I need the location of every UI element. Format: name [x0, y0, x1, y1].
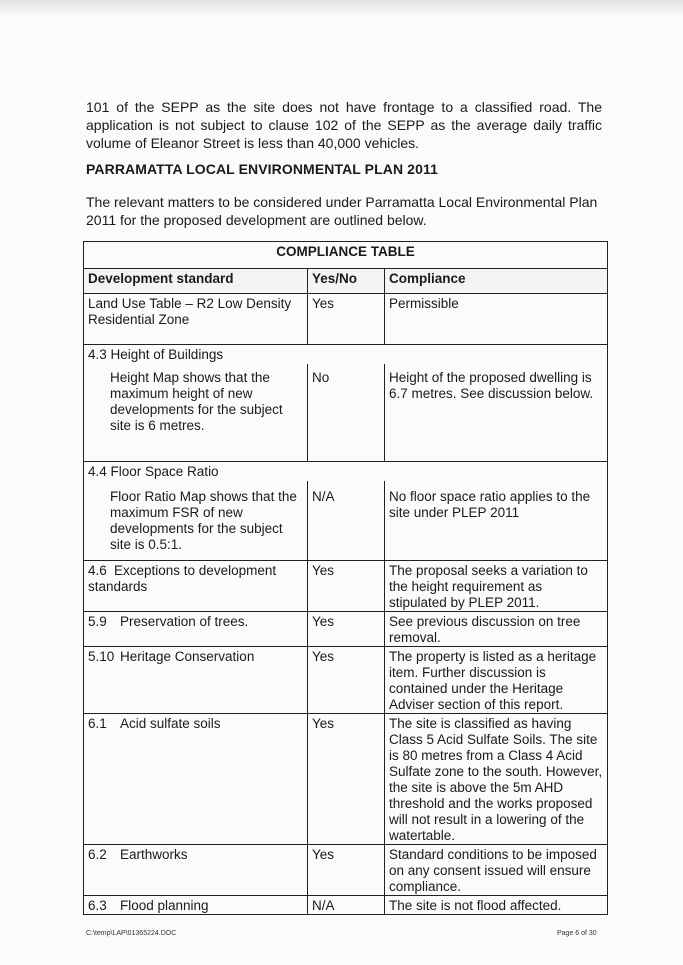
- table-row: [84, 481, 608, 561]
- standard-cell: [84, 364, 308, 462]
- yesno-cell: Yes: [308, 561, 385, 612]
- table-row: [84, 612, 608, 647]
- table-title: COMPLIANCE TABLE: [84, 242, 608, 269]
- table-row: [84, 561, 608, 612]
- standard-cell: [84, 481, 308, 561]
- standard-cell: Land Use Table – R2 Low Density Residential Zone: [84, 294, 308, 345]
- intro-paragraph: 101 of the SEPP as the site does not have frontage to a classified road. The application is not subject to clause 102 of the SEPP as the average daily traffic volume of Eleanor Street is less than 40,000 vehicles.: [86, 99, 602, 151]
- clause-number: 5.9: [88, 614, 107, 629]
- lead-paragraph: The relevant matters to be considered under Parramatta Local Environmental Plan 2011 for the proposed development are outlined below.: [86, 194, 598, 228]
- clause-number: 5.10: [88, 649, 115, 664]
- yesno-cell: Yes: [308, 294, 385, 345]
- yesno-text: N/A: [312, 488, 335, 504]
- compliance-cell: [385, 481, 608, 561]
- yesno-cell: N/A: [308, 896, 385, 915]
- clause-number: 6.3: [88, 898, 107, 913]
- standard-cell: [84, 561, 308, 612]
- compliance-cell: The property is listed as a heritage item. Further discussion is contained under the Heritage Adviser section of this report.: [385, 647, 608, 714]
- table-row: [84, 345, 608, 364]
- table-row: [84, 845, 608, 896]
- table-title-row: [84, 242, 608, 269]
- table-row: [84, 364, 608, 462]
- column-header-standard: Development standard: [84, 269, 308, 294]
- clause-cell: 4.3 Height of Buildings: [84, 345, 608, 364]
- table-row: [84, 896, 608, 915]
- clause-number: 6.1: [88, 716, 107, 731]
- scan-shadow: [0, 0, 683, 18]
- compliance-cell: See previous discussion on tree removal.: [385, 612, 608, 647]
- table-row: [84, 294, 608, 345]
- footer-file-path: C:\temp\LAP\01365224.DOC: [86, 930, 177, 937]
- standard-cell: [84, 647, 308, 714]
- column-header-compliance: Compliance: [385, 269, 608, 294]
- clause-number: 6.2: [88, 847, 107, 862]
- standard-cell: [84, 714, 308, 845]
- table-header-row: [84, 269, 608, 294]
- yesno-cell: Yes: [308, 714, 385, 845]
- compliance-cell: The site is not flood affected.: [385, 896, 608, 915]
- standard-cell: [84, 612, 308, 647]
- column-header-yesno: Yes/No: [308, 269, 385, 294]
- compliance-cell: The proposal seeks a variation to the height requirement as stipulated by PLEP 2011.: [385, 561, 608, 612]
- yesno-cell: Yes: [308, 845, 385, 896]
- standard-text: Exceptions to development standards: [88, 563, 277, 594]
- table-row: [84, 714, 608, 845]
- compliance-text: No floor space ratio applies to the site under PLEP 2011: [389, 488, 591, 520]
- compliance-text: Height of the proposed dwelling is 6.7 metres. See discussion below.: [389, 369, 594, 401]
- yesno-text: No: [312, 369, 330, 385]
- compliance-cell: Permissible: [385, 294, 608, 345]
- yesno-cell: [308, 364, 385, 462]
- standard-text: Earthworks: [120, 847, 188, 862]
- clause-cell: 4.4 Floor Space Ratio: [84, 462, 608, 481]
- footer-page-number: Page 6 of 30: [557, 930, 597, 937]
- compliance-cell: [385, 364, 608, 462]
- compliance-cell: Standard conditions to be imposed on any consent issued will ensure compliance.: [385, 845, 608, 896]
- section-heading: PARRAMATTA LOCAL ENVIRONMENTAL PLAN 2011: [86, 161, 438, 177]
- table-row: [84, 462, 608, 481]
- standard-text: Flood planning: [120, 898, 209, 913]
- clause-number: 4.6: [88, 563, 107, 578]
- standard-text: Heritage Conservation: [120, 649, 255, 664]
- compliance-table: [83, 241, 608, 915]
- compliance-cell: The site is classified as having Class 5 Acid Sulfate Soils. The site is 80 metres from a Class 4 Acid Sulfate zone to the south. However, the site is above the 5m AHD threshold and the works proposed will not result in a lowering of the watertable.: [385, 714, 608, 845]
- table-row: [84, 647, 608, 714]
- yesno-cell: Yes: [308, 612, 385, 647]
- standard-text: Floor Ratio Map shows that the maximum FSR of new developments for the subject site is 0.5:1.: [110, 488, 297, 552]
- yesno-cell: Yes: [308, 647, 385, 714]
- yesno-cell: [308, 481, 385, 561]
- standard-cell: [84, 896, 308, 915]
- standard-text: Preservation of trees.: [120, 614, 249, 629]
- standard-cell: [84, 845, 308, 896]
- standard-text: Acid sulfate soils: [120, 716, 221, 731]
- standard-text: Height Map shows that the maximum height of new developments for the subject site is 6 metres.: [110, 369, 283, 433]
